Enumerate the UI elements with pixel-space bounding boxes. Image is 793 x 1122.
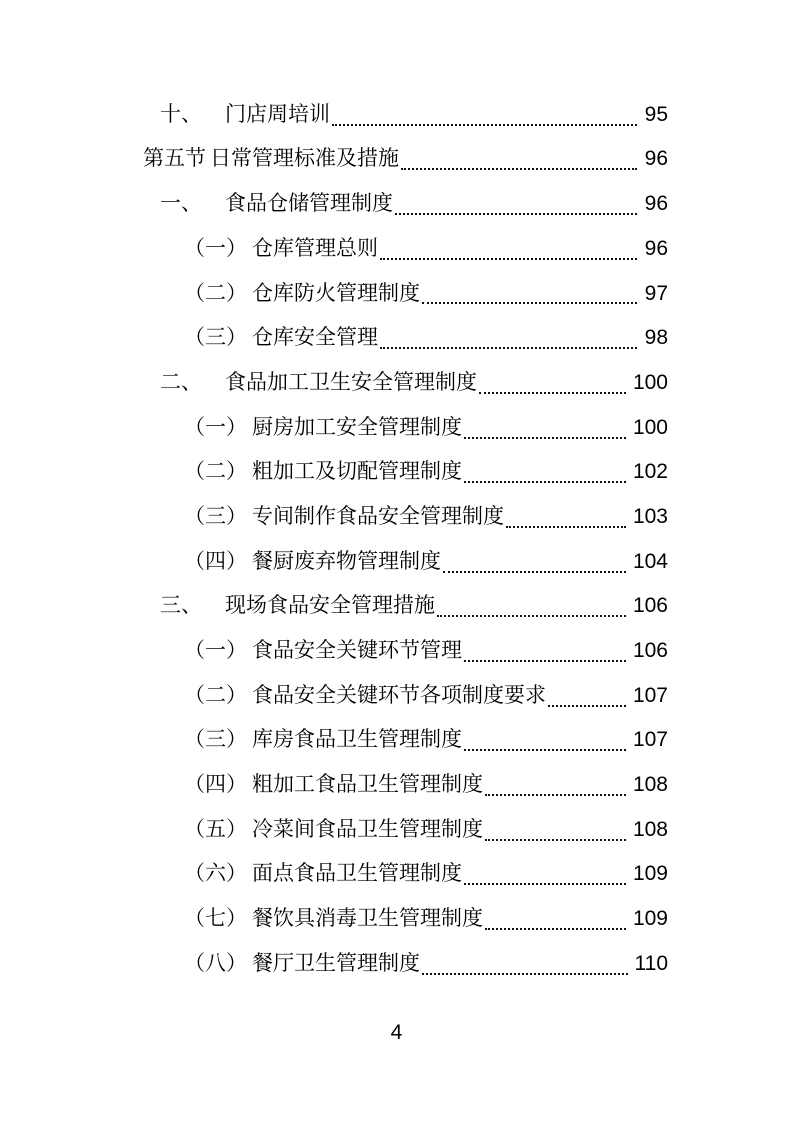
toc-entry-title: 仓库防火管理制度 bbox=[252, 280, 420, 305]
toc-entry-page: 100 bbox=[632, 415, 668, 439]
toc-entry-title: 粗加工及切配管理制度 bbox=[252, 459, 462, 484]
toc-entry-title: 餐厨废弃物管理制度 bbox=[252, 548, 441, 573]
toc-leader-dots bbox=[462, 852, 633, 897]
toc-entry-page: 106 bbox=[632, 639, 668, 662]
toc-entry[interactable] bbox=[120, 315, 668, 360]
toc-entry-title: 库房食品卫生管理制度 bbox=[252, 727, 462, 752]
toc-entry-page: 103 bbox=[632, 504, 668, 528]
toc-entry[interactable] bbox=[120, 718, 668, 763]
toc-entry-number: （五） bbox=[184, 816, 247, 841]
toc-entry-title: 食品安全关键环节管理 bbox=[252, 638, 462, 662]
toc-leader-dots bbox=[393, 181, 644, 226]
toc-entry[interactable] bbox=[120, 405, 668, 450]
toc-entry[interactable] bbox=[120, 137, 668, 182]
toc-leader-dots bbox=[483, 762, 633, 807]
toc-leader-dots bbox=[462, 718, 633, 763]
toc-entry-number: （二） bbox=[184, 280, 247, 305]
toc-leader-dots bbox=[420, 941, 635, 986]
toc-entry-title: 食品加工卫生安全管理制度 bbox=[225, 369, 477, 394]
toc-entry-page: 102 bbox=[632, 460, 668, 484]
toc-entry[interactable] bbox=[120, 762, 668, 807]
toc-entry-number: 三、 bbox=[160, 593, 202, 618]
toc-entry-page: 110 bbox=[634, 951, 668, 975]
toc-entry-number: （三） bbox=[184, 727, 247, 752]
toc-entry-title: 餐厅卫生管理制度 bbox=[252, 950, 420, 975]
toc-leader-dots bbox=[441, 539, 633, 584]
toc-entry-page: 104 bbox=[632, 549, 668, 573]
toc-entry-title: 冷菜间食品卫生管理制度 bbox=[252, 816, 483, 841]
toc-leader-dots bbox=[462, 405, 633, 450]
toc-entry-title: 厨房加工安全管理制度 bbox=[252, 414, 462, 439]
page-footer bbox=[0, 1021, 793, 1045]
toc-leader-dots bbox=[504, 494, 633, 539]
toc-entry-number: （六） bbox=[184, 861, 247, 886]
toc-entry-title: 粗加工食品卫生管理制度 bbox=[252, 772, 483, 797]
toc-leader-dots bbox=[399, 137, 644, 182]
toc-entry-title: 食品仓储管理制度 bbox=[225, 191, 393, 216]
toc-leader-dots bbox=[477, 360, 633, 405]
toc-entry-page: 107 bbox=[632, 728, 668, 752]
toc-entry[interactable] bbox=[120, 271, 668, 316]
toc-entry[interactable] bbox=[120, 941, 668, 986]
toc-entry-number: （二） bbox=[184, 682, 247, 707]
toc-entry[interactable] bbox=[120, 852, 668, 897]
toc-entry-page: 96 bbox=[644, 236, 668, 260]
toc-entry-number: （三） bbox=[184, 325, 247, 350]
toc-entry-page: 96 bbox=[644, 192, 668, 216]
toc-entry-number: 二、 bbox=[160, 369, 202, 394]
toc-entry[interactable] bbox=[120, 807, 668, 852]
toc-entry[interactable] bbox=[120, 584, 668, 629]
toc-entry-number: （四） bbox=[184, 772, 247, 797]
toc-entry-number: 第五节 bbox=[143, 146, 206, 171]
toc-leader-dots bbox=[420, 271, 644, 316]
toc-entry-page: 108 bbox=[632, 773, 668, 797]
toc-entry-title: 仓库管理总则 bbox=[252, 235, 378, 260]
toc-entry-page: 107 bbox=[632, 683, 668, 707]
toc-entry[interactable] bbox=[120, 673, 668, 718]
toc-leader-dots bbox=[435, 584, 633, 629]
toc-entry-number: （三） bbox=[184, 503, 247, 528]
toc-entry[interactable] bbox=[120, 92, 668, 137]
toc-entry-page: 100 bbox=[632, 370, 668, 394]
toc-entry-number: （四） bbox=[184, 548, 247, 573]
toc-entry[interactable] bbox=[120, 360, 668, 405]
toc-entry-number: （八） bbox=[184, 950, 247, 975]
toc-entry-page: 96 bbox=[644, 147, 668, 171]
toc-entry[interactable] bbox=[120, 181, 668, 226]
toc-entry-number: 一、 bbox=[160, 191, 202, 216]
toc-entry-page: 109 bbox=[632, 862, 668, 886]
toc-entry[interactable] bbox=[120, 494, 668, 539]
toc-entry-page: 97 bbox=[644, 281, 668, 305]
toc-leader-dots bbox=[330, 92, 644, 137]
toc-entry[interactable] bbox=[120, 628, 668, 673]
toc-entry-number: （一） bbox=[184, 638, 247, 662]
toc-entry-title: 仓库安全管理 bbox=[252, 325, 378, 350]
toc-entry-number: （七） bbox=[184, 906, 247, 931]
toc-entry-number: （一） bbox=[184, 235, 247, 260]
toc-entry-page: 108 bbox=[632, 817, 668, 841]
toc-leader-dots bbox=[483, 896, 633, 941]
toc-entry-title: 面点食品卫生管理制度 bbox=[252, 861, 462, 886]
toc-leader-dots bbox=[546, 673, 633, 718]
toc-entry[interactable] bbox=[120, 450, 668, 495]
toc-entry-title: 食品安全关键环节各项制度要求 bbox=[252, 682, 546, 707]
toc-entry-page: 106 bbox=[632, 594, 668, 618]
footer-page-number: 4 bbox=[390, 1021, 403, 1044]
toc-entry-title: 专间制作食品安全管理制度 bbox=[252, 503, 504, 528]
toc-entry[interactable] bbox=[120, 226, 668, 271]
toc-entry-page: 109 bbox=[632, 907, 668, 931]
toc-leader-dots bbox=[462, 450, 633, 495]
toc-entry-title: 餐饮具消毒卫生管理制度 bbox=[252, 906, 483, 931]
toc-entry-title: 门店周培训 bbox=[225, 101, 330, 126]
toc-entry[interactable] bbox=[120, 539, 668, 584]
table-of-contents bbox=[120, 92, 668, 986]
toc-entry-page: 98 bbox=[644, 326, 668, 350]
toc-leader-dots bbox=[462, 628, 633, 673]
toc-entry-number: （一） bbox=[184, 414, 247, 439]
toc-entry-number: 十、 bbox=[160, 101, 202, 126]
toc-entry-title: 现场食品安全管理措施 bbox=[225, 593, 435, 618]
toc-entry-page: 95 bbox=[644, 102, 668, 126]
toc-leader-dots bbox=[378, 226, 644, 271]
toc-leader-dots bbox=[378, 315, 644, 360]
toc-entry-number: （二） bbox=[184, 459, 247, 484]
toc-entry[interactable] bbox=[120, 896, 668, 941]
toc-entry-title: 日常管理标准及措施 bbox=[210, 146, 399, 171]
toc-leader-dots bbox=[483, 807, 633, 852]
